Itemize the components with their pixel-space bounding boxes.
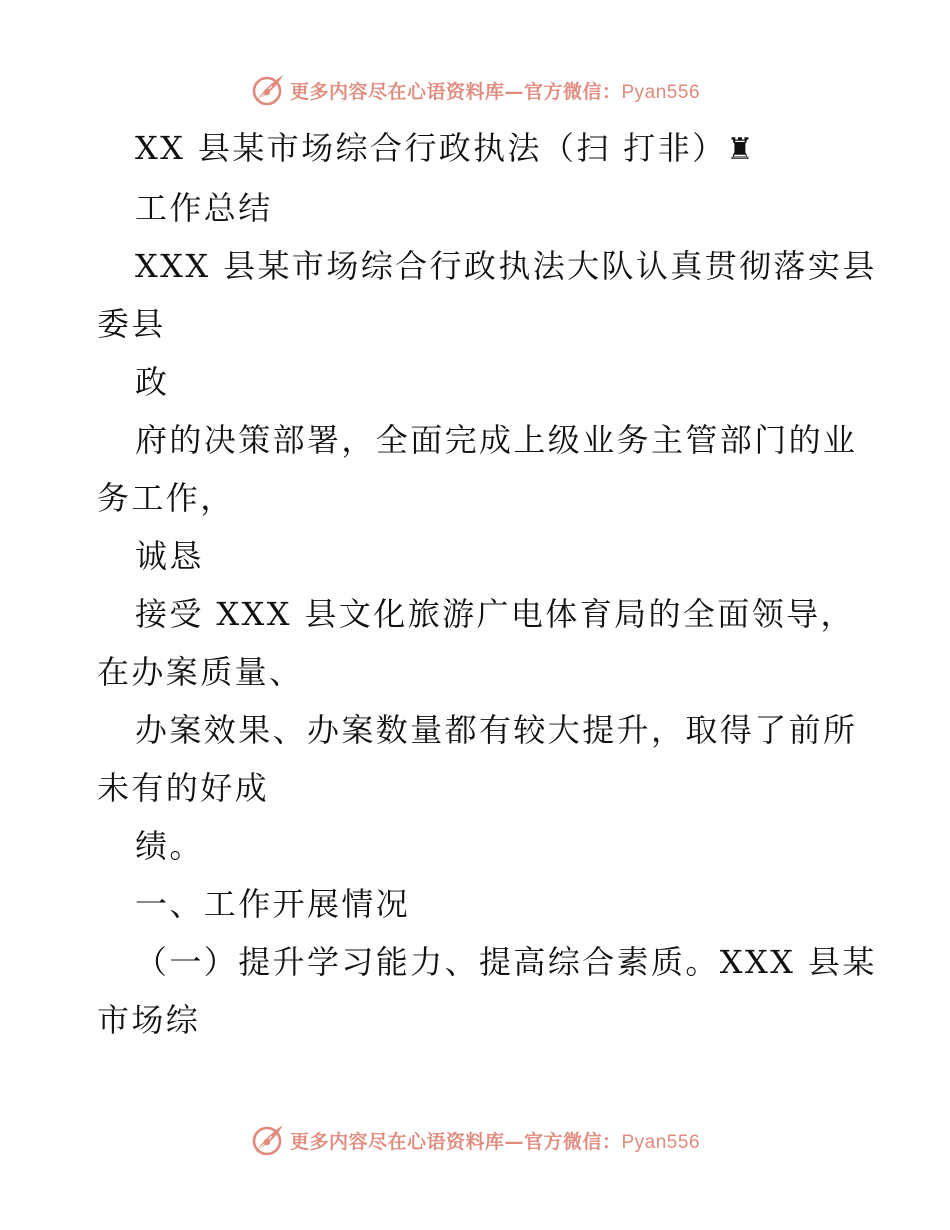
paragraph-line: 未有的好成 xyxy=(97,769,270,807)
feather-pen-seal-icon xyxy=(250,72,286,108)
paragraph-line: 市场综 xyxy=(97,1001,201,1039)
watermark-text xyxy=(290,77,700,104)
title-text: XX 县某市场综合行政执法（扫 打非） xyxy=(135,129,727,167)
paragraph-line: 政 xyxy=(135,363,170,401)
paragraph-line: 诚恳 xyxy=(135,537,204,575)
watermark-content xyxy=(250,72,700,108)
paragraph-line: XXX 县某市场综合行政执法大队认真贯彻落实县 xyxy=(135,247,877,285)
document-title xyxy=(97,119,857,179)
paragraph-line: 在办案质量、 xyxy=(97,653,304,691)
watermark-wechat-id: Pyan556 xyxy=(621,1131,701,1153)
feather-pen-seal-icon xyxy=(250,1122,286,1158)
watermark-text xyxy=(290,1127,700,1154)
watermark-wechat-id: Pyan556 xyxy=(621,81,701,103)
paragraph-line: 绩。 xyxy=(135,827,204,865)
watermark-content xyxy=(250,1122,700,1158)
paragraph-line: （一）提升学习能力、提高综合素质。XXX 县某 xyxy=(135,943,877,981)
watermark-text-cn: 更多内容尽在心语资料库—官方微信： xyxy=(289,1130,622,1153)
paragraph-line: 务工作， xyxy=(97,479,235,517)
watermark-banner-bottom xyxy=(0,1120,950,1160)
paragraph-line: 接受 XXX 县文化旅游广电体育局的全面领导， xyxy=(135,595,855,633)
document-body xyxy=(97,119,877,1049)
rook-icon: ♜ xyxy=(726,132,756,167)
document-subtitle: 工作总结 xyxy=(135,189,273,227)
paragraph-line: 委县 xyxy=(97,305,166,343)
watermark-text-cn: 更多内容尽在心语资料库—官方微信： xyxy=(289,80,622,103)
watermark-banner-top xyxy=(0,70,950,110)
paragraph-line: 办案效果、办案数量都有较大提升，取得了前所 xyxy=(135,711,858,749)
paragraph-line: 府的决策部署，全面完成上级业务主管部门的业 xyxy=(135,421,858,459)
section-heading: 一、工作开展情况 xyxy=(135,885,411,923)
